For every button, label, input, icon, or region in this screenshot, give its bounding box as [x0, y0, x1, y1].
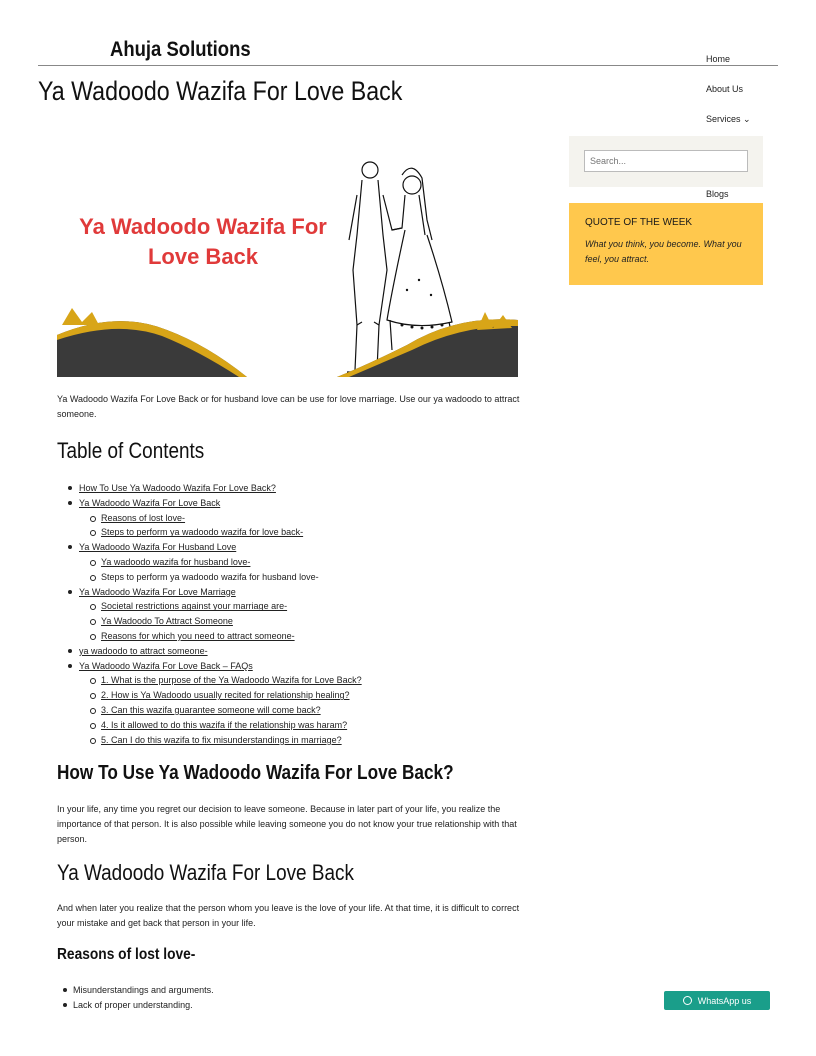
toc-item [57, 688, 522, 703]
section-heading: How To Use Ya Wadoodo Wazifa For Love Back? [57, 762, 454, 784]
toc-item [57, 496, 522, 511]
toc-item [57, 511, 522, 526]
toc-link[interactable]: Ya Wadoodo Wazifa For Love Marriage [79, 586, 236, 597]
reasons-list [57, 983, 214, 1013]
toc-item [57, 570, 522, 585]
toc-link[interactable]: 3. Can this wazifa guarantee someone will come back? [101, 704, 321, 715]
toc-link[interactable]: Reasons of lost love- [101, 512, 186, 523]
quote-widget [569, 203, 763, 285]
toc-item [57, 599, 522, 614]
toc-link[interactable]: 2. How is Ya Wadoodo usually recited for relationship healing? [101, 690, 350, 701]
toc-link[interactable]: Ya wadoodo wazifa for husband love- [101, 556, 251, 567]
list-item: Lack of proper understanding. [57, 998, 214, 1013]
header-divider [38, 65, 778, 66]
toc-item [57, 673, 522, 688]
toc-item [57, 481, 522, 496]
toc-item [57, 540, 522, 555]
table-of-contents [57, 481, 522, 747]
toc-item [57, 629, 522, 644]
nav-item-blogs[interactable]: Blogs [706, 189, 729, 199]
hero-image [57, 140, 518, 377]
hero-text: Ya Wadoodo Wazifa For Love Back [79, 214, 327, 269]
intro-text: Ya Wadoodo Wazifa For Love Back or for husband love can be use for love marriage. Use our ya wadoodo to attract someone. [57, 394, 520, 419]
toc-item [57, 718, 522, 733]
toc-link[interactable]: How To Use Ya Wadoodo Wazifa For Love Back? [79, 483, 276, 493]
toc-link[interactable]: Ya Wadoodo Wazifa For Love Back [79, 497, 221, 508]
toc-link[interactable]: 5. Can I do this wazifa to fix misunderstandings in marriage? [101, 734, 342, 745]
toc-link[interactable]: Ya Wadoodo Wazifa For Love Back – FAQs [79, 660, 253, 671]
quote-text: What you think, you become. What you feel, you attract. [585, 239, 742, 264]
search-input[interactable] [584, 150, 748, 172]
toc-item [57, 733, 522, 748]
section-subheading: Reasons of lost love- [57, 946, 196, 963]
quote-heading: QUOTE OF THE WEEK [585, 217, 693, 228]
nav-item-services[interactable]: Services ⌄ [706, 114, 751, 124]
toc-item [57, 644, 522, 659]
toc-item [57, 614, 522, 629]
page-title: Ya Wadoodo Wazifa For Love Back [38, 76, 403, 106]
toc-item [57, 659, 522, 674]
whatsapp-icon [683, 996, 692, 1005]
toc-link[interactable]: 1. What is the purpose of the Ya Wadoodo Wazifa for Love Back? [101, 675, 362, 686]
whatsapp-button[interactable] [664, 991, 770, 1010]
toc-heading: Table of Contents [57, 438, 205, 463]
nav-item-home[interactable]: Home [706, 54, 731, 64]
toc-item [57, 525, 522, 540]
section-heading: Ya Wadoodo Wazifa For Love Back [57, 860, 354, 885]
toc-item [57, 555, 522, 570]
toc-link[interactable]: Reasons for which you need to attract someone- [101, 630, 295, 641]
toc-link[interactable]: Ya Wadoodo To Attract Someone [101, 616, 233, 627]
toc-link[interactable]: 4. Is it allowed to do this wazifa if the relationship was haram? [101, 719, 348, 730]
section-text: And when later you realize that the person whom you leave is the love of your life. At that time, it is difficult to correct your mistake and get back that person in your life. [57, 903, 520, 928]
toc-text: Steps to perform ya wadoodo wazifa for husband love- [101, 571, 319, 582]
toc-link[interactable]: Steps to perform ya wadoodo wazifa for love back- [101, 527, 304, 538]
couple-illustration [57, 140, 518, 377]
toc-item [57, 703, 522, 718]
toc-link[interactable]: Ya Wadoodo Wazifa For Husband Love [79, 542, 237, 553]
whatsapp-label: WhatsApp us [697, 995, 752, 1006]
site-title[interactable]: Ahuja Solutions [110, 38, 251, 61]
toc-link[interactable]: Societal restrictions against your marriage are- [101, 601, 288, 612]
section-text: In your life, any time you regret our decision to leave someone. Because in later part of your life, you realize the importance of that person. It is also possible while leaving someone you do not know your true relationship with that person. [57, 804, 517, 844]
toc-item [57, 585, 522, 600]
list-item: Misunderstandings and arguments. [57, 983, 214, 998]
toc-link[interactable]: ya wadoodo to attract someone- [79, 645, 208, 656]
nav-item-about[interactable]: About Us [706, 84, 744, 94]
